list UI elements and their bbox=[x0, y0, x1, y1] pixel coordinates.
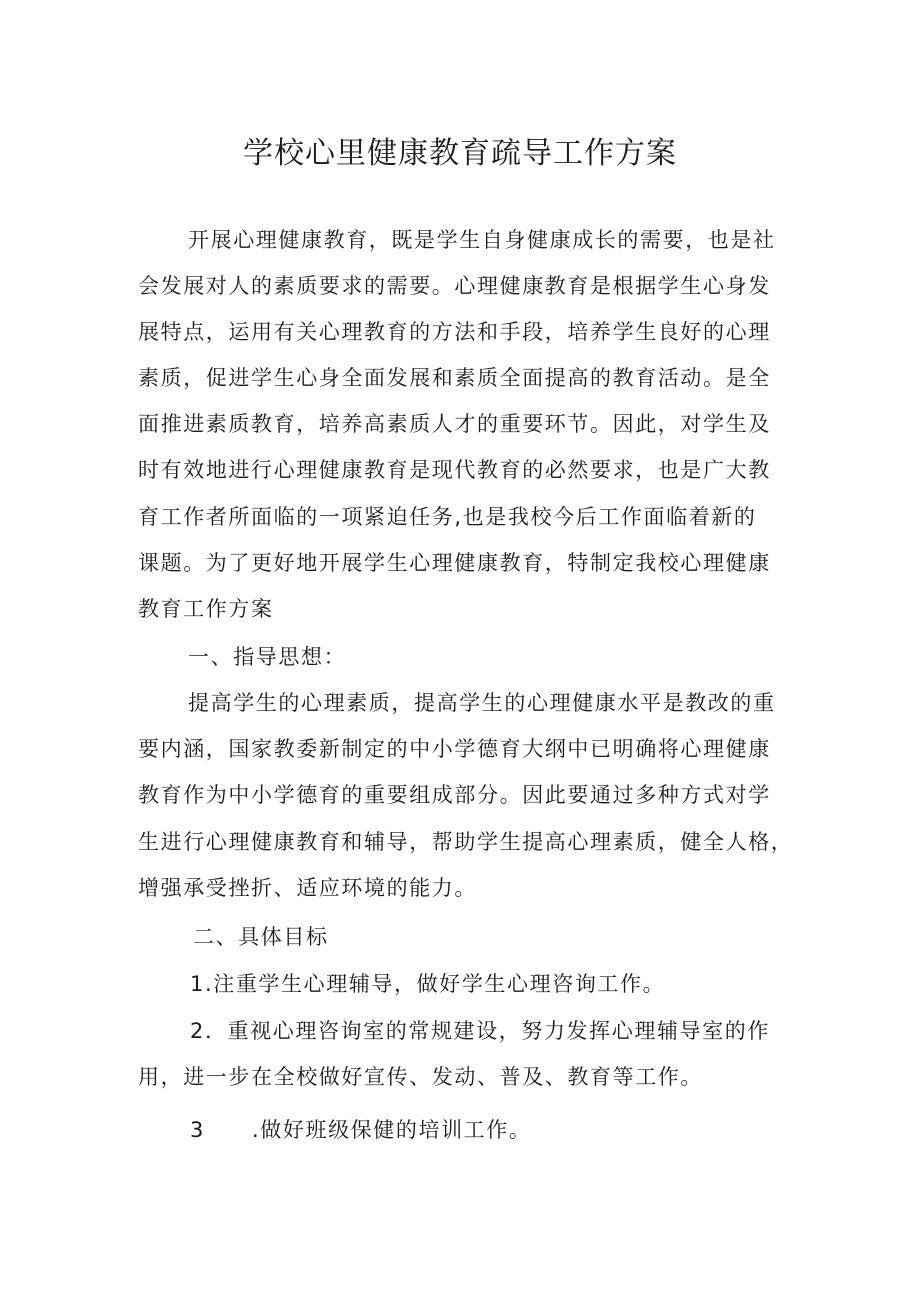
intro-line: 教育工作方案 bbox=[138, 597, 274, 621]
goal-text: .做好班级保健的培训工作。 bbox=[252, 1118, 532, 1142]
section-heading: 二、具体目标 bbox=[193, 925, 329, 949]
section1-line: 教育作为中小学德育的重要组成部分。因此要通过多种方式对学 bbox=[138, 783, 771, 807]
intro-line: 素质，促进学生心身全面发展和素质全面提高的教育活动。是全 bbox=[138, 366, 771, 390]
intro-line: 课题。为了更好地开展学生心理健康教育，特制定我校心理健康 bbox=[138, 551, 771, 575]
intro-line: 时有效地进行心理健康教育是现代教育的必然要求，也是广大教 bbox=[138, 458, 771, 482]
section1-line: 提高学生的心理素质，提高学生的心理健康水平是教改的重 bbox=[188, 691, 776, 715]
goal-item bbox=[190, 1115, 531, 1145]
document-title: 学校心里健康教育疏导工作方案 bbox=[243, 136, 677, 171]
intro-line: 会发展对人的素质要求的需要。心理健康教育是根据学生心身发 bbox=[138, 274, 771, 298]
goal-number: 3 bbox=[190, 1118, 205, 1142]
intro-line: 展特点，运用有关心理教育的方法和手段，培养学生良好的心理 bbox=[138, 320, 771, 344]
section1-line: 增强承受挫折、适应环境的能力。 bbox=[138, 876, 477, 900]
intro-line: 开展心理健康教育，既是学生自身健康成长的需要，也是社 bbox=[188, 228, 776, 252]
section1-line: 要内涵，国家教委新制定的中小学德育大纲中已明确将心理健康 bbox=[138, 737, 771, 761]
section1-line: 生进行心理健康教育和辅导，帮助学生提高心理素质，健全人格， bbox=[138, 830, 794, 854]
goal-item: 1.注重学生心理辅导，做好学生心理咨询工作。 bbox=[190, 972, 666, 996]
intro-line: 育工作者所面临的一项紧迫任务,也是我校今后工作面临着新的 bbox=[138, 505, 757, 529]
intro-line: 面推进素质教育，培养高素质人才的重要环节。因此，对学生及 bbox=[138, 412, 771, 436]
goal-item: 2．重视心理咨询室的常规建设，努力发挥心理辅导室的作 bbox=[190, 1019, 770, 1043]
section-heading: 一、指导思想： bbox=[188, 645, 347, 669]
goal-item-continuation: 用，进一步在全校做好宣传、发动、普及、教育等工作。 bbox=[138, 1065, 703, 1089]
